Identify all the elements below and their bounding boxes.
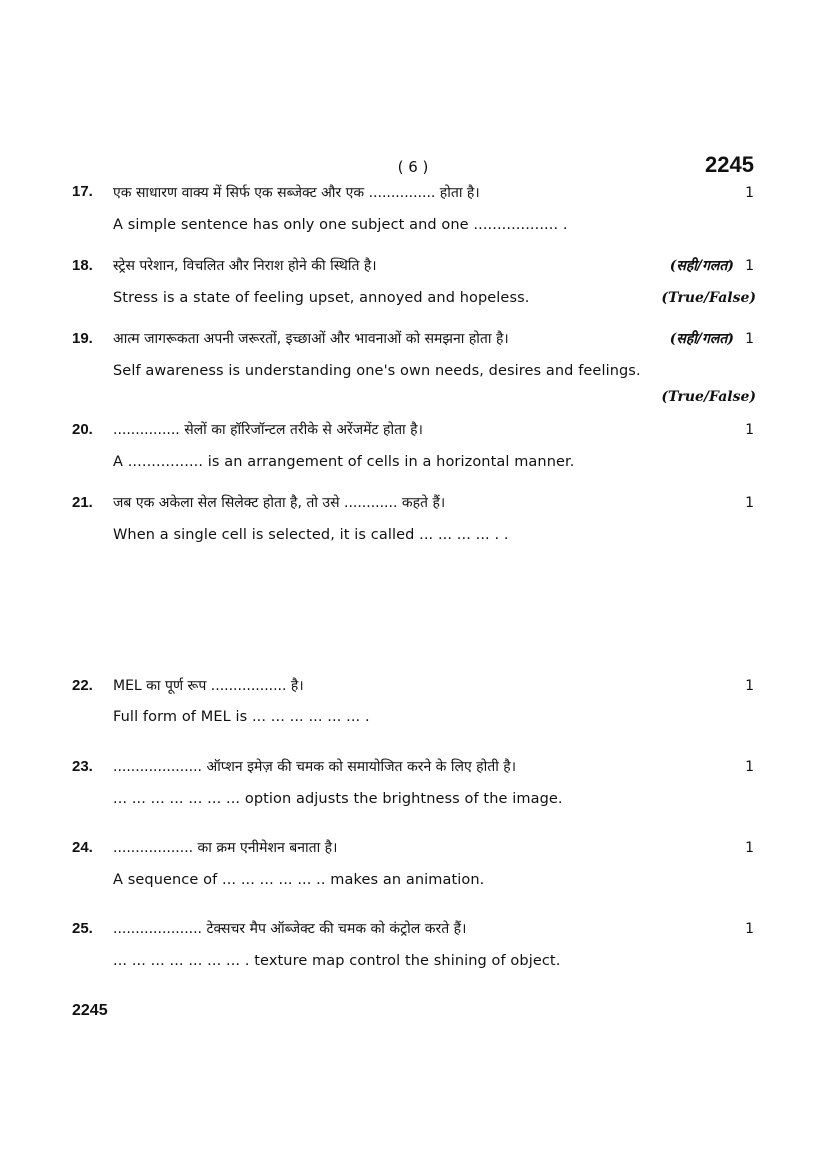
question-number: 22. [72, 677, 93, 694]
question-text-english: A simple sentence has only one subject and one .................. . [113, 217, 568, 233]
question-text-hindi: .................. का क्रम एनीमेशन बनाता है। [113, 840, 338, 856]
true-false-label-hindi: (सही/गलत) [669, 258, 734, 274]
question-marks: 1 [745, 331, 754, 347]
question-text-hindi: आत्म जागरूकता अपनी जरूरतों, इच्छाओं और भावनाओं को समझना होता है। [113, 331, 509, 347]
question-number: 25. [72, 920, 93, 937]
question-text-english: ... ... ... ... ... ... ... option adjusts the brightness of the image. [113, 791, 563, 807]
question-text-hindi: .................... टेक्सचर मैप ऑब्जेक्ट की चमक को कंट्रोल करते हैं। [113, 921, 467, 937]
question-number: 18. [72, 257, 93, 274]
question-text-hindi: जब एक अकेला सेल सिलेक्ट होता है, तो उसे ............ कहते हैं। [113, 495, 446, 511]
paper-code-footer: 2245 [72, 1002, 108, 1019]
question-number: 19. [72, 330, 93, 347]
question-text-hindi: ............... सेलों का हॉरिजॉन्टल तरीके से अरेंजमेंट होता है। [113, 422, 423, 438]
true-false-label-english: (True/False) [661, 389, 756, 405]
question-marks: 1 [745, 921, 754, 937]
question-marks: 1 [745, 185, 754, 201]
paper-code-header: 2245 [705, 152, 754, 177]
question-text-hindi: .................... ऑप्शन इमेज़ की चमक को समायोजित करने के लिए होती है। [113, 759, 517, 775]
question-marks: 1 [745, 678, 754, 694]
question-marks: 1 [745, 258, 754, 274]
question-text-english: A ................ is an arrangement of cells in a horizontal manner. [113, 454, 575, 470]
question-number: 24. [72, 839, 93, 856]
question-text-hindi: MEL का पूर्ण रूप ................. है। [113, 678, 304, 694]
true-false-label-english: (True/False) [661, 290, 756, 306]
question-text-english: Stress is a state of feeling upset, annoyed and hopeless. [113, 290, 530, 306]
question-marks: 1 [745, 759, 754, 775]
question-number: 23. [72, 758, 93, 775]
question-text-english: A sequence of ... ... ... ... ... .. makes an animation. [113, 872, 485, 888]
question-marks: 1 [745, 495, 754, 511]
question-marks: 1 [745, 422, 754, 438]
question-number: 21. [72, 494, 93, 511]
question-text-english: Full form of MEL is ... ... ... ... ... ... . [113, 709, 370, 725]
true-false-label-hindi: (सही/गलत) [669, 331, 734, 347]
question-text-hindi: एक साधारण वाक्य में सिर्फ एक सब्जेक्ट और एक ............... होता है। [113, 185, 480, 201]
question-number: 17. [72, 183, 93, 200]
question-marks: 1 [745, 840, 754, 856]
question-number: 20. [72, 421, 93, 438]
question-text-english: ... ... ... ... ... ... ... . texture map control the shining of object. [113, 953, 561, 969]
question-text-english: Self awareness is understanding one's own needs, desires and feelings. [113, 363, 641, 379]
page-number: ( 6 ) [397, 158, 429, 176]
question-text-english: When a single cell is selected, it is called ... ... ... ... . . [113, 527, 509, 543]
question-text-hindi: स्ट्रेस परेशान, विचलित और निराश होने की स्थिति है। [113, 258, 377, 274]
